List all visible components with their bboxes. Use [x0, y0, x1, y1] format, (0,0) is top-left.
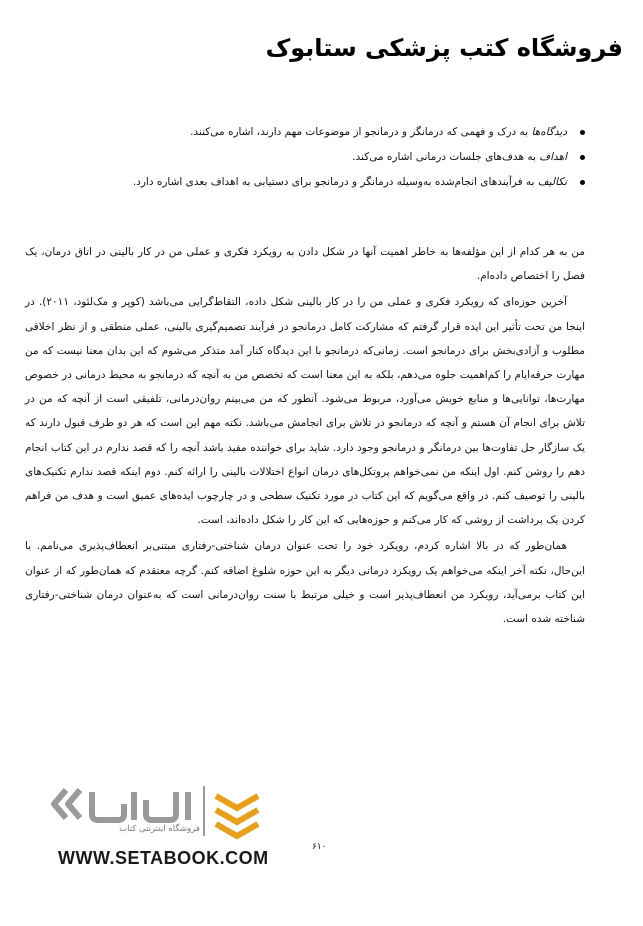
bullet-list [25, 120, 585, 195]
paragraph: آخرین حوزه‌ای که رویکرد فکری و عملی من را در کار بالینی شکل داده، التقاط‌گرایی می‌باشد (کوپر و مک‌لئود، ۲۰۱۱). در اینجا من تحت تأثیر این ایده قرار گرفتم که مشارکت کامل درمانجو در فرآیند تصمیم‌گیری بالینی، عملی منطقی و از نظر اخلاقی مطلوب و آزادی‌بخش برای درمانجو است. زمانی‌که درمانجو با این دیدگاه کنار آمد متذکر می‌شوم که این بدان معنا نیست که من مهارت حرفه‌ایام را کم‌اهمیت جلوه می‌دهم، بلکه به این معنا است که تخصص من به آنچه که درمانجو به محیط درمانی در خصوص مهارت‌ها، توانایی‌ها و منابع خویش می‌آورد، مربوط می‌شود. آنطور که من می‌بینم روان‌درمانی، تلفیقی است از آنچه که من در تلاش برای انجام آن هستم و آنچه که درمانجو در تلاش برای انجامش می‌باشد. نکته مهم این است که هر دو طرف قبول دارند که یک سازگار حل تفاوت‌ها بین درمانگر و درمانجو وجود دارد. شاید برای خواننده مفید باشد آنچه را که قصد ندارم در این کتاب انجام دهم را روشن کنم. اول اینکه من نمی‌خواهم پروتکل‌های درمان انواع اختلالات بالینی را ارائه کنم. دوم اینکه قصد ندارم تکنیک‌های بالینی را توصیف کنم. در واقع می‌گویم که این کتاب در مورد تکنیک سطحی و در چارچوب ایده‌های عمیق است و هدف من فراهم کردن یک برداشت از روشی که کار می‌کنم و حوزه‌هایی که این کار را شکل داده‌اند، است. [25, 296, 585, 527]
list-item [25, 170, 585, 195]
logo-tagline: فروشگاه اینترنتی کتاب [119, 824, 200, 834]
list-item [25, 145, 585, 170]
list-item [25, 120, 585, 145]
paragraph: من به هر کدام از این مؤلفه‌ها به خاطر اهمیت آنها در شکل دادن به رویکرد فکری و عملی من در کار بالینی در اتاق درمان، یک فصل را اختصاص داده‌ام. [25, 246, 585, 283]
website-link[interactable]: WWW.SETABOOK.COM [58, 848, 269, 868]
bullet-term: اهداف [539, 151, 567, 163]
bullet-text: به درک و فهمی که درمانگر و درمانجو از موضوعات مهم دارند، اشاره می‌کنند. [190, 126, 532, 138]
page-number: ۶۱۰ [312, 842, 327, 852]
bullet-icon [580, 180, 585, 185]
bullet-term: تکالیف [537, 176, 567, 188]
bullet-icon [580, 155, 585, 160]
bullet-icon [580, 130, 585, 135]
bullet-text: به فرآیندهای انجام‌شده به‌وسیله درمانگر و درمانجو برای دستیابی به اهداف بعدی اشاره دارد. [132, 176, 538, 188]
bullet-term: دیدگاه‌ها [531, 126, 567, 138]
page-title: فروشگاه کتب پزشکی ستابوک [265, 34, 623, 62]
bullet-text: به هدف‌های جلسات درمانی اشاره می‌کند. [352, 151, 540, 163]
body-text [25, 240, 585, 631]
paragraph: همان‌طور که در بالا اشاره کردم، رویکرد خود را تحت عنوان درمان شناختی-رفتاری مبتنی‌بر انعطاف‌پذیری می‌نامم. با این‌حال، نکته آخر اینکه می‌خواهم یک رویکرد درمانی دیگر به این حوزه شلوغ اضافه کنم. گرچه معتقدم که همان‌طور که از عنوان این کتاب برمی‌آید، رویکرد من انعطاف‌پذیر است و خیلی مرتبط با سنت روان‌درمانی است که به‌عنوان درمان شناختی-رفتاری شناخته شده است. [25, 540, 585, 626]
